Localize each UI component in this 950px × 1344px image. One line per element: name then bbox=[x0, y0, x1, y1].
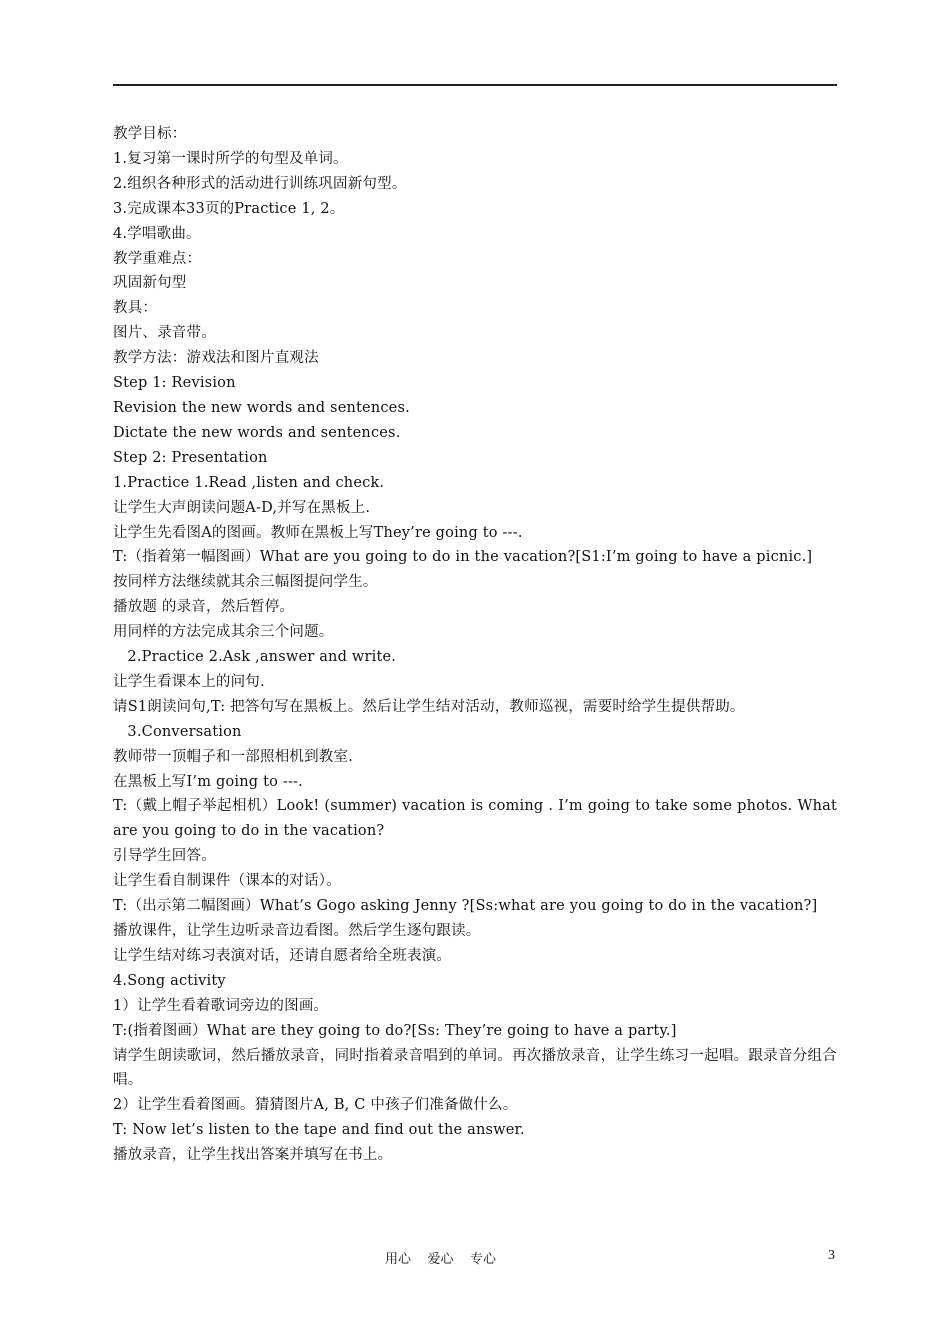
text-line: 让学生先看图A的图画。教师在黑板上写They’re going to ---. bbox=[113, 524, 523, 541]
text-line: T: Now let’s listen to the tape and find out the answer. bbox=[113, 1122, 525, 1139]
text-line: 播放录音，让学生找出答案并填写在书上。 bbox=[113, 1147, 393, 1164]
text-line: 让学生看课本上的问句. bbox=[113, 673, 265, 690]
text-line: 3.Conversation bbox=[113, 723, 242, 740]
text-line: T:(指着图画）What are they going to do?[Ss: They’re going to have a party.] bbox=[113, 1022, 677, 1039]
text-line: 引导学生回答。 bbox=[113, 848, 216, 865]
section-heading-key-points: 教学重难点： bbox=[113, 250, 202, 267]
header-rule bbox=[113, 84, 837, 86]
step-heading: Step 2: Presentation bbox=[113, 449, 268, 466]
text-line: 请S1朗读问句,T: 把答句写在黑板上。然后让学生结对活动，教师巡视，需要时给学生提供帮助。 bbox=[113, 698, 745, 715]
text-line: 播放课件，让学生边听录音边看图。然后学生逐句跟读。 bbox=[113, 923, 481, 939]
text-paragraph: 请学生朗读歌词，然后播放录音，同时指着录音唱到的单词。再次播放录音，让学生练习一起唱。跟录音分组合唱。 bbox=[113, 1047, 837, 1089]
section-heading-objectives: 教学目标： bbox=[113, 126, 187, 142]
section-heading-methods: 教学方法：游戏法和图片直观法 bbox=[113, 350, 319, 367]
text-line: 让学生结对练习表演对话，还请自愿者给全班表演。 bbox=[113, 947, 452, 964]
document-body bbox=[113, 122, 837, 1168]
section-heading-materials: 教具： bbox=[113, 300, 158, 317]
text-paragraph: T:（出示第二幅图画）What’s Gogo asking Jenny ?[Ss:what are you going to do in the vacation?] bbox=[113, 898, 818, 915]
text-line: 让学生看自制课件（课本的对话）。 bbox=[113, 873, 341, 890]
text-paragraph: T:（指着第一幅图画）What are you going to do in the vacation?[S1:I’m going to have a picnic.] bbox=[113, 549, 813, 566]
text-line: 1.Practice 1.Read ,listen and check. bbox=[113, 474, 385, 491]
text-line: 按同样方法继续就其余三幅图提问学生。 bbox=[113, 574, 378, 591]
text-line: 用同样的方法完成其余三个问题。 bbox=[113, 624, 334, 641]
page-number: 3 bbox=[828, 1248, 835, 1263]
footer-motto: 用心 爱心 专心 bbox=[385, 1252, 497, 1267]
text-line: 2.Practice 2.Ask ,answer and write. bbox=[113, 649, 397, 666]
step-heading: Step 1: Revision bbox=[113, 375, 236, 392]
objective-item: 2.组织各种形式的活动进行训练巩固新句型。 bbox=[113, 175, 407, 192]
text-line: 2）让学生看着图画。猜猜图片A, B, C 中孩子们准备做什么。 bbox=[113, 1097, 518, 1114]
text-line: 图片、录音带。 bbox=[113, 325, 216, 342]
text-line: 4.Song activity bbox=[113, 972, 226, 989]
text-line: 让学生大声朗读问题A-D,并写在黑板上. bbox=[113, 499, 371, 516]
objective-item: 1.复习第一课时所学的句型及单词。 bbox=[113, 150, 348, 167]
text-line: 教师带一顶帽子和一部照相机到教室. bbox=[113, 748, 354, 765]
objective-item: 3.完成课本33页的Practice 1, 2。 bbox=[113, 200, 345, 217]
text-line: 在黑板上写I’m going to ---. bbox=[113, 773, 303, 790]
text-line: 巩固新句型 bbox=[113, 275, 187, 292]
objective-item: 4.学唱歌曲。 bbox=[113, 225, 201, 242]
text-line: 播放题 的录音，然后暂停。 bbox=[113, 599, 295, 616]
text-line: Dictate the new words and sentences. bbox=[113, 424, 401, 441]
text-paragraph: T:（戴上帽子举起相机）Look! (summer) vacation is coming . I’m going to take some photos. What are you going to do in the vacation? bbox=[113, 798, 837, 840]
text-line: Revision the new words and sentences. bbox=[113, 399, 410, 416]
text-line: 1）让学生看着歌词旁边的图画。 bbox=[113, 997, 329, 1014]
